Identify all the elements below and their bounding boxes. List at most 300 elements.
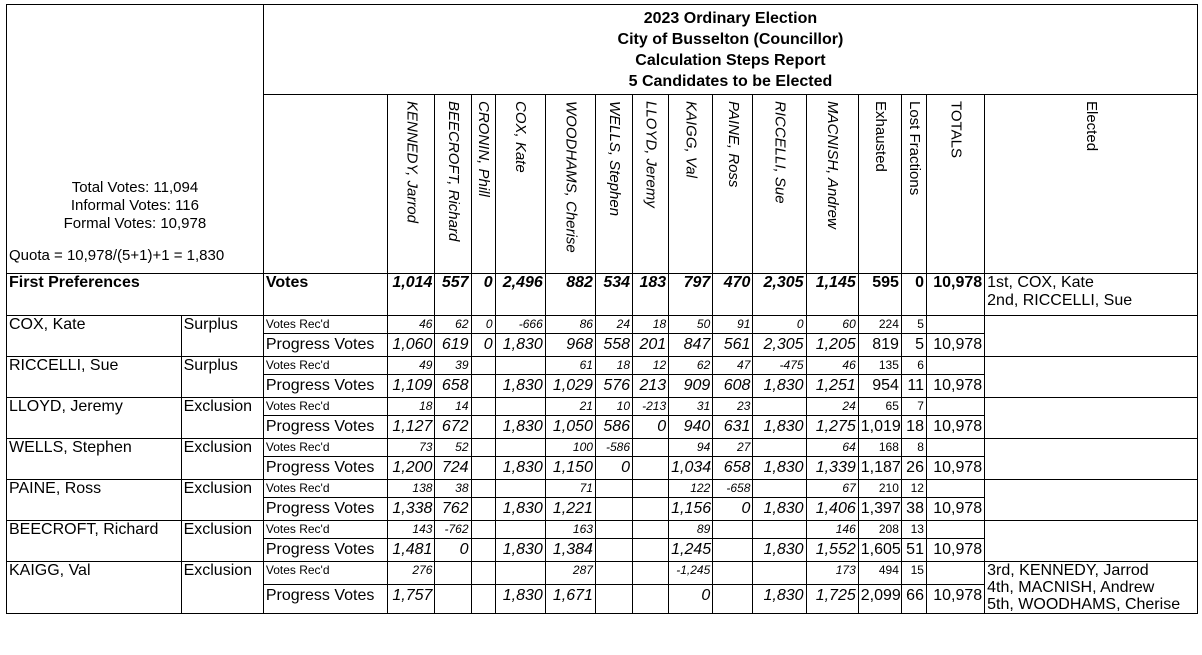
- votes-received-total: [926, 521, 984, 539]
- elected-entry: 1st, COX, Kate: [987, 274, 1094, 291]
- progress-votes-value: 1,671: [545, 584, 595, 613]
- votes-received-value: 67: [806, 480, 858, 498]
- step-votes-received-row: [7, 480, 1198, 498]
- first-preference-elected: [985, 274, 1198, 316]
- progress-votes-exhausted: 1,019: [858, 416, 901, 439]
- progress-votes-value: [471, 457, 495, 480]
- step-elected: [985, 480, 1198, 521]
- progress-votes-value: 1,552: [806, 539, 858, 562]
- votes-received-value: 31: [669, 398, 713, 416]
- progress-votes-value: 1,245: [669, 539, 713, 562]
- progress-votes-lost: 66: [901, 584, 926, 613]
- column-header-candidate-label: WELLS, Stephen: [605, 101, 623, 217]
- column-header-elected: [985, 95, 1198, 274]
- progress-votes-value: [435, 584, 471, 613]
- elected-entry: 4th, MACNISH, Andrew: [987, 579, 1155, 596]
- votes-received-value: [595, 480, 632, 498]
- column-header-totals: [926, 95, 984, 274]
- progress-votes-value: 608: [713, 375, 753, 398]
- votes-received-value: [495, 398, 545, 416]
- progress-votes-value: 1,109: [388, 375, 435, 398]
- column-header-exhausted: [858, 95, 901, 274]
- first-preferences-row: [7, 274, 1198, 316]
- step-elected: [985, 439, 1198, 480]
- progress-votes-value: 1,050: [545, 416, 595, 439]
- column-header-candidate-label: KAIGG, Val: [682, 101, 700, 178]
- progress-votes-exhausted: 819: [858, 334, 901, 357]
- column-header-candidate-label: MACNISH, Andrew: [824, 101, 842, 229]
- step-candidate: WELLS, Stephen: [7, 439, 182, 480]
- votes-received-exhausted: 224: [858, 316, 901, 334]
- column-header-candidate-label: CRONIN, Phill: [475, 101, 493, 197]
- progress-votes-value: 0: [633, 416, 669, 439]
- votes-received-value: [495, 521, 545, 539]
- first-preferences-sublabel: Votes: [263, 274, 387, 316]
- progress-votes-total: 10,978: [926, 498, 984, 521]
- informal-votes: Informal Votes: 116: [70, 197, 199, 214]
- progress-votes-value: [713, 539, 753, 562]
- votes-received-value: [471, 562, 495, 585]
- progress-votes-value: 576: [595, 375, 632, 398]
- votes-received-value: 21: [545, 398, 595, 416]
- progress-votes-value: 213: [633, 375, 669, 398]
- progress-votes-exhausted: 1,397: [858, 498, 901, 521]
- votes-received-value: -1,245: [669, 562, 713, 585]
- votes-received-lost: 6: [901, 357, 926, 375]
- votes-received-exhausted: 208: [858, 521, 901, 539]
- votes-received-value: [753, 521, 806, 539]
- votes-received-value: 18: [595, 357, 632, 375]
- votes-received-value: -213: [633, 398, 669, 416]
- votes-received-value: 143: [388, 521, 435, 539]
- votes-received-value: 49: [388, 357, 435, 375]
- step-elected: [985, 316, 1198, 357]
- step-votes-received-row: [7, 357, 1198, 375]
- progress-votes-exhausted: 2,099: [858, 584, 901, 613]
- column-header-candidate: [545, 95, 595, 274]
- progress-votes-label: Progress Votes: [263, 584, 387, 613]
- progress-votes-value: [633, 457, 669, 480]
- progress-votes-value: [471, 416, 495, 439]
- progress-votes-value: 1,384: [545, 539, 595, 562]
- step-votes-received-row: [7, 439, 1198, 457]
- progress-votes-value: 658: [713, 457, 753, 480]
- votes-received-value: [753, 562, 806, 585]
- progress-votes-label: Progress Votes: [263, 375, 387, 398]
- progress-votes-lost: 18: [901, 416, 926, 439]
- votes-received-value: 18: [633, 316, 669, 334]
- progress-votes-value: [595, 584, 632, 613]
- votes-received-lost: 15: [901, 562, 926, 585]
- votes-received-lost: 13: [901, 521, 926, 539]
- column-header-candidate-label: WOODHAMS, Cherise: [562, 101, 580, 253]
- step-type: Exclusion: [181, 562, 263, 614]
- votes-received-value: [753, 439, 806, 457]
- votes-received-value: [495, 439, 545, 457]
- votes-received-value: 276: [388, 562, 435, 585]
- step-votes-received-row: [7, 521, 1198, 539]
- first-preference-value: 1,014: [388, 274, 435, 316]
- progress-votes-lost: 11: [901, 375, 926, 398]
- votes-received-value: 47: [713, 357, 753, 375]
- progress-votes-value: 1,127: [388, 416, 435, 439]
- votes-received-value: [435, 562, 471, 585]
- step-votes-received-row: [7, 398, 1198, 416]
- column-header-exhausted-label: Exhausted: [871, 101, 889, 172]
- votes-received-value: [495, 480, 545, 498]
- votes-received-value: 60: [806, 316, 858, 334]
- votes-received-value: [471, 357, 495, 375]
- progress-votes-lost: 51: [901, 539, 926, 562]
- progress-votes-value: 1,481: [388, 539, 435, 562]
- progress-votes-value: 1,156: [669, 498, 713, 521]
- progress-votes-total: 10,978: [926, 457, 984, 480]
- votes-received-total: [926, 398, 984, 416]
- votes-received-value: 287: [545, 562, 595, 585]
- column-header-candidate-label: LLOYD, Jeremy: [642, 101, 660, 208]
- votes-received-value: 27: [713, 439, 753, 457]
- title-line-2: City of Busselton (Councillor): [617, 31, 844, 48]
- votes-received-total: [926, 439, 984, 457]
- votes-received-total: [926, 316, 984, 334]
- progress-votes-exhausted: 1,187: [858, 457, 901, 480]
- votes-received-value: 62: [669, 357, 713, 375]
- votes-received-value: [633, 562, 669, 585]
- first-preference-value: 557: [435, 274, 471, 316]
- votes-received-value: 122: [669, 480, 713, 498]
- summary-panel: [7, 5, 264, 274]
- votes-received-value: 94: [669, 439, 713, 457]
- votes-received-label: Votes Rec'd: [263, 480, 387, 498]
- progress-votes-value: 1,830: [495, 416, 545, 439]
- column-header-candidate-label: BEECROFT, Richard: [444, 101, 462, 242]
- progress-votes-value: [471, 539, 495, 562]
- first-preference-value: 2,305: [753, 274, 806, 316]
- votes-received-value: -762: [435, 521, 471, 539]
- votes-received-label: Votes Rec'd: [263, 562, 387, 585]
- first-preference-value: 1,145: [806, 274, 858, 316]
- total-votes: Total Votes: 11,094: [71, 179, 199, 196]
- elected-entry: 3rd, KENNEDY, Jarrod: [987, 562, 1149, 579]
- progress-votes-value: 658: [435, 375, 471, 398]
- progress-votes-value: 1,830: [495, 457, 545, 480]
- votes-received-value: [471, 521, 495, 539]
- votes-received-value: [633, 439, 669, 457]
- column-header-lost-fractions-label: Lost Fractions: [905, 101, 923, 196]
- votes-received-value: [495, 562, 545, 585]
- column-header-totals-label: TOTALS: [947, 101, 965, 158]
- votes-received-lost: 8: [901, 439, 926, 457]
- step-type: Exclusion: [181, 521, 263, 562]
- progress-votes-value: 1,221: [545, 498, 595, 521]
- column-header-candidate-label: RICCELLI, Sue: [771, 101, 789, 204]
- progress-votes-value: 672: [435, 416, 471, 439]
- votes-received-exhausted: 135: [858, 357, 901, 375]
- progress-votes-value: 586: [595, 416, 632, 439]
- progress-votes-value: 1,830: [753, 416, 806, 439]
- votes-received-value: 0: [471, 316, 495, 334]
- votes-received-value: 10: [595, 398, 632, 416]
- progress-votes-value: 1,830: [753, 539, 806, 562]
- progress-votes-value: 762: [435, 498, 471, 521]
- step-elected: [985, 521, 1198, 562]
- progress-votes-value: [633, 498, 669, 521]
- progress-votes-total: 10,978: [926, 416, 984, 439]
- step-candidate: BEECROFT, Richard: [7, 521, 182, 562]
- column-header-candidate: [388, 95, 435, 274]
- votes-received-total: [926, 562, 984, 585]
- votes-received-label: Votes Rec'd: [263, 357, 387, 375]
- formal-votes: Formal Votes: 10,978: [63, 215, 207, 232]
- progress-votes-value: 1,830: [495, 539, 545, 562]
- votes-received-exhausted: 168: [858, 439, 901, 457]
- votes-received-value: [471, 480, 495, 498]
- votes-received-value: -475: [753, 357, 806, 375]
- votes-received-lost: 12: [901, 480, 926, 498]
- column-header-candidate: [435, 95, 471, 274]
- first-preference-total: 10,978: [926, 274, 984, 316]
- title-line-4: 5 Candidates to be Elected: [628, 73, 833, 90]
- votes-received-value: 39: [435, 357, 471, 375]
- elected-entry: 5th, WOODHAMS, Cherise: [987, 596, 1181, 613]
- step-candidate: RICCELLI, Sue: [7, 357, 182, 398]
- column-header-elected-label: Elected: [1083, 101, 1101, 152]
- progress-votes-value: 1,275: [806, 416, 858, 439]
- progress-votes-value: 558: [595, 334, 632, 357]
- votes-received-value: 86: [545, 316, 595, 334]
- progress-votes-value: 1,830: [753, 584, 806, 613]
- column-header-candidate: [669, 95, 713, 274]
- progress-votes-value: 0: [713, 498, 753, 521]
- step-type: Exclusion: [181, 439, 263, 480]
- votes-received-value: 138: [388, 480, 435, 498]
- votes-received-label: Votes Rec'd: [263, 398, 387, 416]
- calculation-steps-table: [6, 4, 1198, 614]
- votes-received-value: [753, 398, 806, 416]
- step-type: Exclusion: [181, 480, 263, 521]
- progress-votes-value: [633, 539, 669, 562]
- step-type: Surplus: [181, 316, 263, 357]
- votes-received-value: 24: [806, 398, 858, 416]
- report-title: [263, 5, 1197, 95]
- votes-received-value: 46: [388, 316, 435, 334]
- progress-votes-value: 968: [545, 334, 595, 357]
- progress-votes-value: [595, 539, 632, 562]
- progress-votes-value: 0: [435, 539, 471, 562]
- column-header-candidate: [471, 95, 495, 274]
- votes-received-value: 24: [595, 316, 632, 334]
- step-candidate: KAIGG, Val: [7, 562, 182, 614]
- step-votes-received-row: [7, 562, 1198, 585]
- column-header-candidate-label: COX, Kate: [512, 101, 530, 173]
- elected-entry: 2nd, RICCELLI, Sue: [987, 292, 1133, 309]
- title-line-1: 2023 Ordinary Election: [643, 10, 818, 27]
- first-preference-exhausted: 595: [858, 274, 901, 316]
- votes-received-value: [495, 357, 545, 375]
- progress-votes-exhausted: 1,605: [858, 539, 901, 562]
- first-preferences-label: First Preferences: [7, 274, 264, 316]
- column-header-candidate: [806, 95, 858, 274]
- votes-received-value: 14: [435, 398, 471, 416]
- votes-received-value: 18: [388, 398, 435, 416]
- column-header-candidate: [713, 95, 753, 274]
- header-blank: [263, 95, 387, 274]
- votes-received-value: 52: [435, 439, 471, 457]
- first-preference-value: 797: [669, 274, 713, 316]
- progress-votes-lost: 38: [901, 498, 926, 521]
- progress-votes-value: 1,757: [388, 584, 435, 613]
- votes-received-value: 0: [753, 316, 806, 334]
- step-type: Exclusion: [181, 398, 263, 439]
- step-elected: [985, 562, 1198, 614]
- votes-received-value: -586: [595, 439, 632, 457]
- votes-received-value: 163: [545, 521, 595, 539]
- column-header-candidate: [633, 95, 669, 274]
- progress-votes-value: [713, 584, 753, 613]
- progress-votes-total: 10,978: [926, 584, 984, 613]
- progress-votes-value: 1,251: [806, 375, 858, 398]
- votes-received-lost: 5: [901, 316, 926, 334]
- first-preference-value: 183: [633, 274, 669, 316]
- progress-votes-value: 1,830: [495, 375, 545, 398]
- progress-votes-value: 1,060: [388, 334, 435, 357]
- votes-received-value: [713, 562, 753, 585]
- progress-votes-value: 0: [471, 334, 495, 357]
- votes-received-value: 12: [633, 357, 669, 375]
- progress-votes-value: 2,305: [753, 334, 806, 357]
- first-preference-value: 534: [595, 274, 632, 316]
- votes-received-exhausted: 65: [858, 398, 901, 416]
- votes-received-exhausted: 210: [858, 480, 901, 498]
- progress-votes-value: 1,830: [753, 375, 806, 398]
- column-header-candidate-label: KENNEDY, Jarrod: [403, 101, 421, 223]
- first-preference-lost: 0: [901, 274, 926, 316]
- progress-votes-value: 1,830: [495, 498, 545, 521]
- votes-received-value: 89: [669, 521, 713, 539]
- votes-received-label: Votes Rec'd: [263, 521, 387, 539]
- votes-received-total: [926, 480, 984, 498]
- votes-received-value: [471, 439, 495, 457]
- progress-votes-value: [633, 584, 669, 613]
- progress-votes-value: [595, 498, 632, 521]
- progress-votes-value: 847: [669, 334, 713, 357]
- progress-votes-value: 1,406: [806, 498, 858, 521]
- votes-received-label: Votes Rec'd: [263, 439, 387, 457]
- progress-votes-value: 1,830: [753, 457, 806, 480]
- votes-received-value: 71: [545, 480, 595, 498]
- votes-received-value: [595, 521, 632, 539]
- progress-votes-value: 631: [713, 416, 753, 439]
- progress-votes-lost: 26: [901, 457, 926, 480]
- votes-received-exhausted: 494: [858, 562, 901, 585]
- progress-votes-total: 10,978: [926, 539, 984, 562]
- quota: Quota = 10,978/(5+1)+1 = 1,830: [9, 247, 225, 264]
- title-line-3: Calculation Steps Report: [635, 52, 826, 69]
- progress-votes-label: Progress Votes: [263, 457, 387, 480]
- progress-votes-label: Progress Votes: [263, 416, 387, 439]
- progress-votes-exhausted: 954: [858, 375, 901, 398]
- progress-votes-label: Progress Votes: [263, 539, 387, 562]
- progress-votes-value: 940: [669, 416, 713, 439]
- progress-votes-value: 1,725: [806, 584, 858, 613]
- column-header-lost-fractions: [901, 95, 926, 274]
- progress-votes-value: 1,830: [495, 334, 545, 357]
- step-elected: [985, 398, 1198, 439]
- progress-votes-value: 561: [713, 334, 753, 357]
- step-type: Surplus: [181, 357, 263, 398]
- column-header-candidate: [495, 95, 545, 274]
- votes-received-value: 38: [435, 480, 471, 498]
- step-candidate: LLOYD, Jeremy: [7, 398, 182, 439]
- votes-received-label: Votes Rec'd: [263, 316, 387, 334]
- column-header-candidate: [595, 95, 632, 274]
- step-candidate: PAINE, Ross: [7, 480, 182, 521]
- votes-received-value: 146: [806, 521, 858, 539]
- votes-received-value: 62: [435, 316, 471, 334]
- progress-votes-value: [471, 498, 495, 521]
- progress-votes-label: Progress Votes: [263, 498, 387, 521]
- step-votes-received-row: [7, 316, 1198, 334]
- votes-received-value: 173: [806, 562, 858, 585]
- progress-votes-total: 10,978: [926, 375, 984, 398]
- votes-received-value: 61: [545, 357, 595, 375]
- votes-received-value: 100: [545, 439, 595, 457]
- progress-votes-value: 1,339: [806, 457, 858, 480]
- progress-votes-value: 909: [669, 375, 713, 398]
- votes-received-lost: 7: [901, 398, 926, 416]
- progress-votes-value: [471, 584, 495, 613]
- step-candidate: COX, Kate: [7, 316, 182, 357]
- progress-votes-total: 10,978: [926, 334, 984, 357]
- votes-received-value: 91: [713, 316, 753, 334]
- votes-received-value: 64: [806, 439, 858, 457]
- first-preference-value: 882: [545, 274, 595, 316]
- progress-votes-value: 1,150: [545, 457, 595, 480]
- progress-votes-value: 1,830: [495, 584, 545, 613]
- progress-votes-label: Progress Votes: [263, 334, 387, 357]
- votes-received-value: 50: [669, 316, 713, 334]
- votes-received-value: [633, 521, 669, 539]
- progress-votes-value: 619: [435, 334, 471, 357]
- first-preference-value: 470: [713, 274, 753, 316]
- progress-votes-value: 1,338: [388, 498, 435, 521]
- votes-received-value: [595, 562, 632, 585]
- progress-votes-value: 724: [435, 457, 471, 480]
- progress-votes-value: 1,200: [388, 457, 435, 480]
- column-header-candidate: [753, 95, 806, 274]
- votes-received-value: [713, 521, 753, 539]
- votes-received-value: -666: [495, 316, 545, 334]
- progress-votes-lost: 5: [901, 334, 926, 357]
- votes-received-value: -658: [713, 480, 753, 498]
- votes-received-value: 73: [388, 439, 435, 457]
- first-preference-value: 0: [471, 274, 495, 316]
- votes-received-value: [753, 480, 806, 498]
- votes-received-value: 23: [713, 398, 753, 416]
- votes-received-total: [926, 357, 984, 375]
- progress-votes-value: 1,034: [669, 457, 713, 480]
- votes-received-value: [471, 398, 495, 416]
- progress-votes-value: 201: [633, 334, 669, 357]
- first-preference-value: 2,496: [495, 274, 545, 316]
- column-header-candidate-label: PAINE, Ross: [724, 101, 742, 188]
- votes-received-value: 46: [806, 357, 858, 375]
- progress-votes-value: 0: [595, 457, 632, 480]
- progress-votes-value: 1,205: [806, 334, 858, 357]
- progress-votes-value: [471, 375, 495, 398]
- progress-votes-value: 0: [669, 584, 713, 613]
- progress-votes-value: 1,830: [753, 498, 806, 521]
